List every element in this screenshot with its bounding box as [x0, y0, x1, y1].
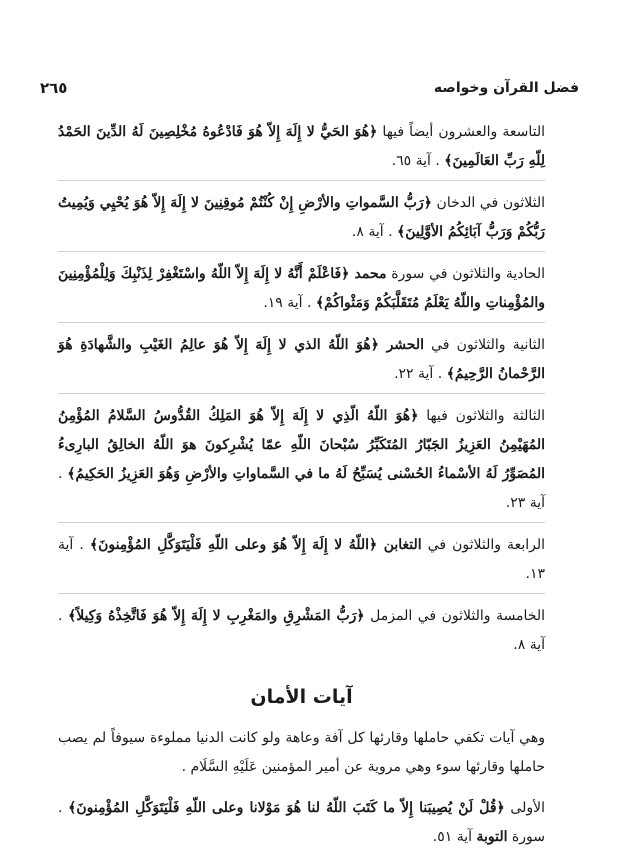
verse-reference: . آية ٦٥. [391, 153, 445, 169]
quran-verse: ﴿هُوَ اللّهُ الّذِي لا إِلَهَ إِلاّ هُوَ المَلِكُ القُدُّوسُ السَّلامُ المُؤْمِنُ المُهَيْمِنُ العَزِيزُ الجَبّارُ المُتَكَبِّرُ سُبْحانَ اللّهِ عمّا يُشْرِكونَ هوَ اللّهُ الخالِقُ البارِىءُ المُصَوِّرُ لَهُ الأسْماءُ الحُسْنى يُسَبِّحُ لَهُ ما في السَّماواتِ والأرْضِ وَهُوَ العَزِيزُ الحَكِيمُ﴾ [58, 408, 545, 482]
surah-name: التغابن [383, 537, 422, 553]
verse-reference: . آية ٨. [351, 224, 397, 240]
verse-paragraph-32 [58, 331, 545, 394]
paragraph-lead: الثانية والثلاثون في [423, 337, 545, 353]
verse-reference: . آية ١٣. [58, 537, 545, 582]
page-content [58, 118, 545, 864]
quran-verse: ﴿فَاعْلَمْ أَنَّهُ لا إِلَهَ إِلاّ اللّهُ واسْتَغْفِرْ لِذَنْبِكَ وَلِلْمُؤْمِنِينَ والمُؤْمِناتِ واللّهُ يَعْلَمُ مُتَقَلَّبَكُمْ وَمَثْواكُمْ﴾ [58, 266, 545, 311]
section-heading: آيات الأمان [250, 686, 353, 708]
verse-paragraph-30 [58, 189, 545, 252]
verse-reference-suffix: آية ٥١. [432, 829, 477, 845]
running-title: فضل القرآن وخواصه [433, 80, 579, 96]
quran-verse: ﴿رَبُّ المَشْرِقِ والمَغْرِبِ لا إِلَهَ إِلاّ هُوَ فَاتَّخِذْهُ وَكِيلاً﴾ [67, 608, 365, 624]
verse-paragraph-35 [58, 602, 545, 664]
first-safety-verse [58, 794, 545, 852]
paragraph-lead: الثالثة والثلاثون فيها [418, 408, 545, 424]
verse-reference: . آية ١٩. [263, 295, 316, 311]
surah-name: التوبة [476, 829, 508, 845]
page-header [40, 76, 579, 100]
verse-paragraph-33 [58, 402, 545, 523]
paragraph-lead: الأولى [504, 800, 545, 816]
verse-paragraph-29 [58, 118, 545, 181]
paragraph-lead: الحادية والثلاثون في سورة [386, 266, 545, 282]
verse-reference-prefix: . سورة [58, 800, 545, 845]
section-intro: وهي آيات تكفي حاملها وقارئها كل آفة وعاهة ولو كانت الدنيا مملوءة سيوفاً لم يصب حاملها وقارئها سوء وهي مروية عن أمير المؤمنين عَلَيْهِ السَّلَام . [58, 730, 545, 775]
quran-verse: ﴿قُلْ لَنْ يُصِيبَنا إِلاّ ما كَتَبَ اللّهُ لنا هُوَ مَوْلانا وعلى اللّهِ فَلْيَتَوَكَّلِ المُؤْمِنونَ﴾ [68, 800, 505, 816]
verse-reference: . آية ٢٢. [394, 366, 447, 382]
quran-verse: ﴿رَبُّ السَّمواتِ والأرْضِ إِنْ كُنْتُمْ مُوقِنِينَ لا إِلَهَ إِلاّ هُوَ يُحْيِي وَيُمِيتُ رَبُّكُمْ وَرَبُّ آبَائِكُمُ الأوَّلِينَ﴾ [58, 195, 545, 240]
paragraph-lead: الثلاثون في الدخان [431, 195, 546, 211]
surah-name: محمد [354, 266, 387, 282]
surah-name: الحشر [386, 337, 424, 353]
quran-verse: ﴿هُوَ اللّهُ الذي لا إِلَهَ إِلاّ هُوَ عالِمُ الغَيْبِ والشَّهادَةِ هُوَ الرَّحْمانُ الرَّحِيمُ﴾ [58, 337, 545, 382]
paragraph-lead: الرابعة والثلاثون في [421, 537, 545, 553]
paragraph-lead: التاسعة والعشرون أيضاً فيها [377, 124, 545, 140]
paragraph-lead: الخامسة والثلاثون في المزمل [364, 608, 546, 624]
verse-reference: . آية ٢٣. [58, 466, 545, 511]
quran-verse: ﴿اللّهُ لا إِلَهَ إِلاّ هُوَ وعلى اللّهِ فَلْيَتَوَكَّلِ المُؤْمِنونَ﴾ [89, 537, 384, 553]
verse-paragraph-31 [58, 260, 545, 323]
page-number: ٢٦٥ [40, 79, 68, 97]
verse-paragraph-34 [58, 531, 545, 594]
quran-verse: ﴿هُوَ الحَيُّ لا إِلَهَ إِلاّ هُوَ فَادْعُوهُ مُخْلِصِينَ لَهُ الدِّينَ الحَمْدُ لِلّهِ رَبِّ العَالَمِينَ﴾ [58, 124, 545, 169]
verse-reference: . آية ٨. [58, 608, 545, 653]
